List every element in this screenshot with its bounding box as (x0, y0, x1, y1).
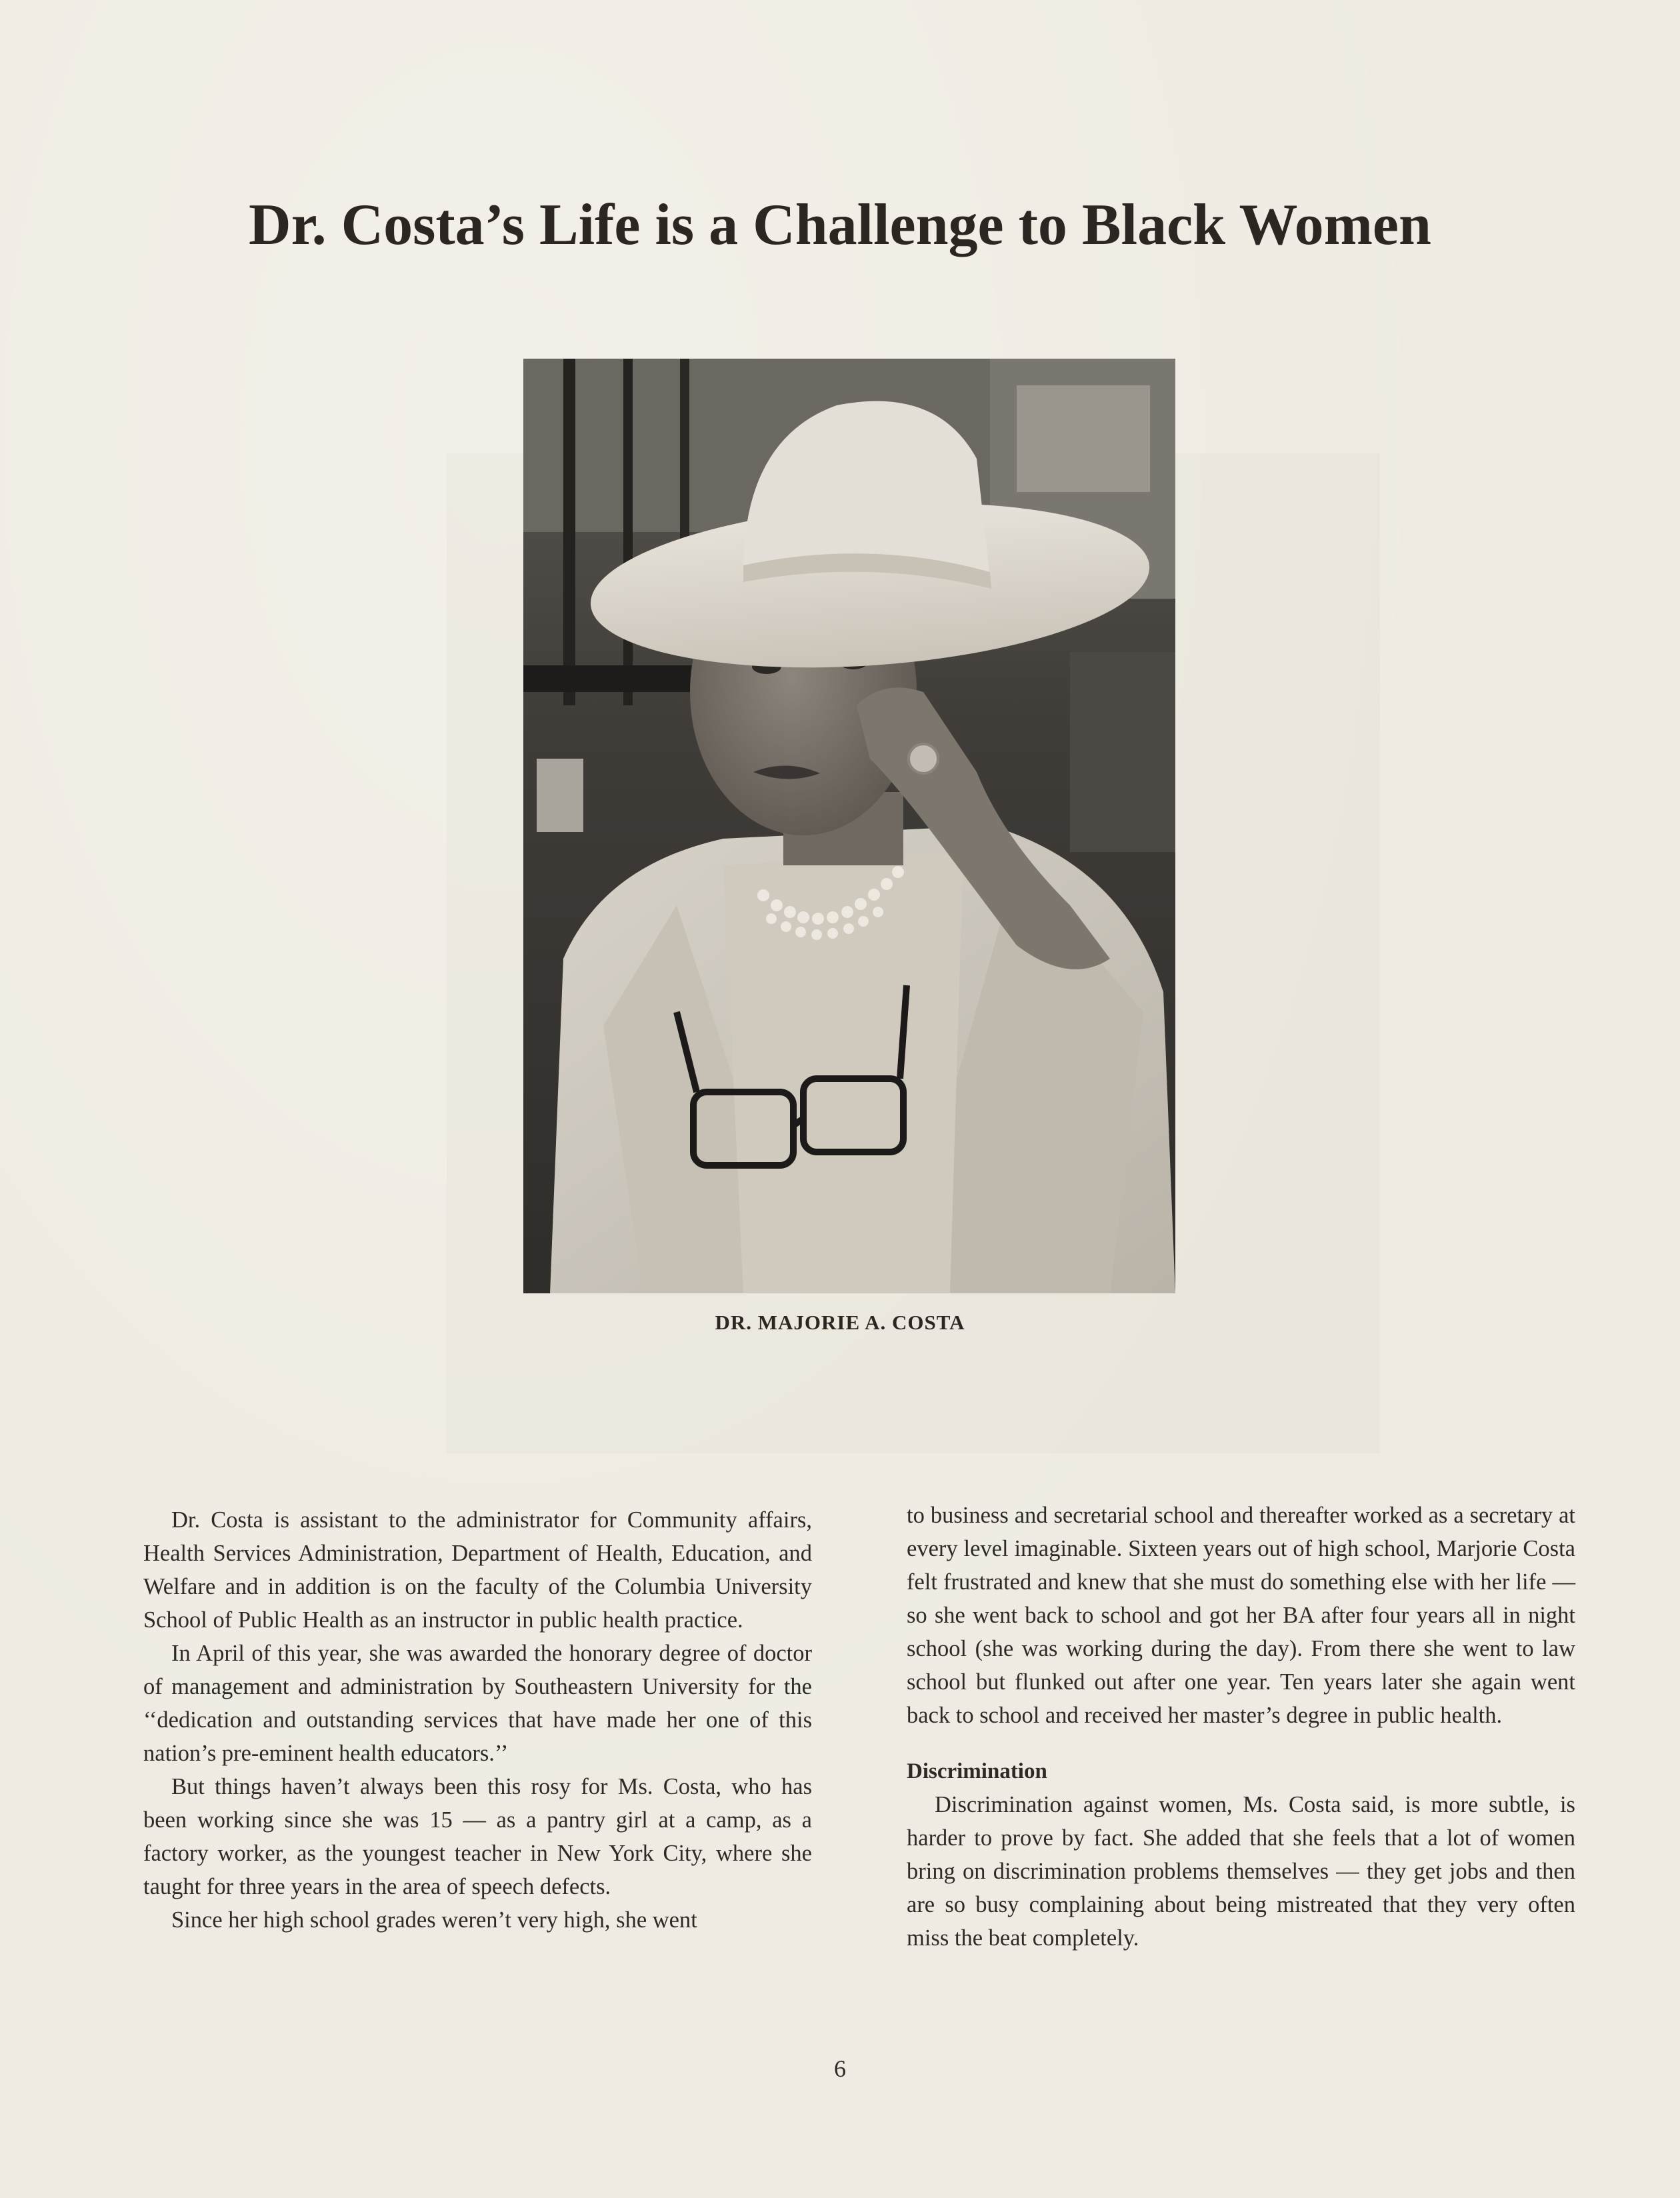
photo-caption: DR. MAJORIE A. COSTA (715, 1311, 965, 1334)
paragraph: In April of this year, she was awarded the honorary degree of doctor of management and administration by Southeastern University for the ‘‘dedication and outstanding services that have made her one of this nation’s pre-eminent health educators.’’ (143, 1641, 812, 1766)
section-heading: Discrimination (907, 1759, 1047, 1783)
paragraph: Since her high school grades weren’t very high, she went (171, 1907, 697, 1933)
paragraph: But things haven’t always been this rosy for Ms. Costa, who has been working since she was 15 — as a pantry girl at a camp, as a factory worker, as the youngest teacher in New York City, where she taught for three years in the area of speech defects. (143, 1774, 812, 1899)
page-number: 6 (834, 2055, 846, 2082)
portrait-photo-illustration (523, 359, 1175, 1293)
article-title: Dr. Costa’s Life is a Challenge to Black Women (249, 192, 1431, 257)
portrait-photo (523, 359, 1175, 1293)
paragraph: to business and secretarial school and thereafter worked as a secretary at every level imaginable. Sixteen years out of high school, Marjorie Costa felt frustrated and knew that she must do something else with her life — so she went back to school and got her BA after four years all in night school (she was working during the day). From there she went to law school but flunked out after one year. Ten years later she again went back to school and received her master’s degree in public health. (907, 1503, 1575, 1728)
article-column-left (143, 1503, 812, 1937)
article-column-right (907, 1499, 1575, 1955)
paragraph: Dr. Costa is assistant to the administrator for Community affairs, Health Services Administration, Department of Health, Education, and Welfare and in addition is on the faculty of the Columbia University School of Public Health as an instructor in public health practice. (143, 1507, 812, 1633)
paragraph: Discrimination against women, Ms. Costa said, is more subtle, is harder to prove by fact. She added that she feels that a lot of women bring on discrimination problems themselves — they get jobs and then are so busy complaining about being mistreated that they very often miss the beat completely. (907, 1792, 1575, 1951)
